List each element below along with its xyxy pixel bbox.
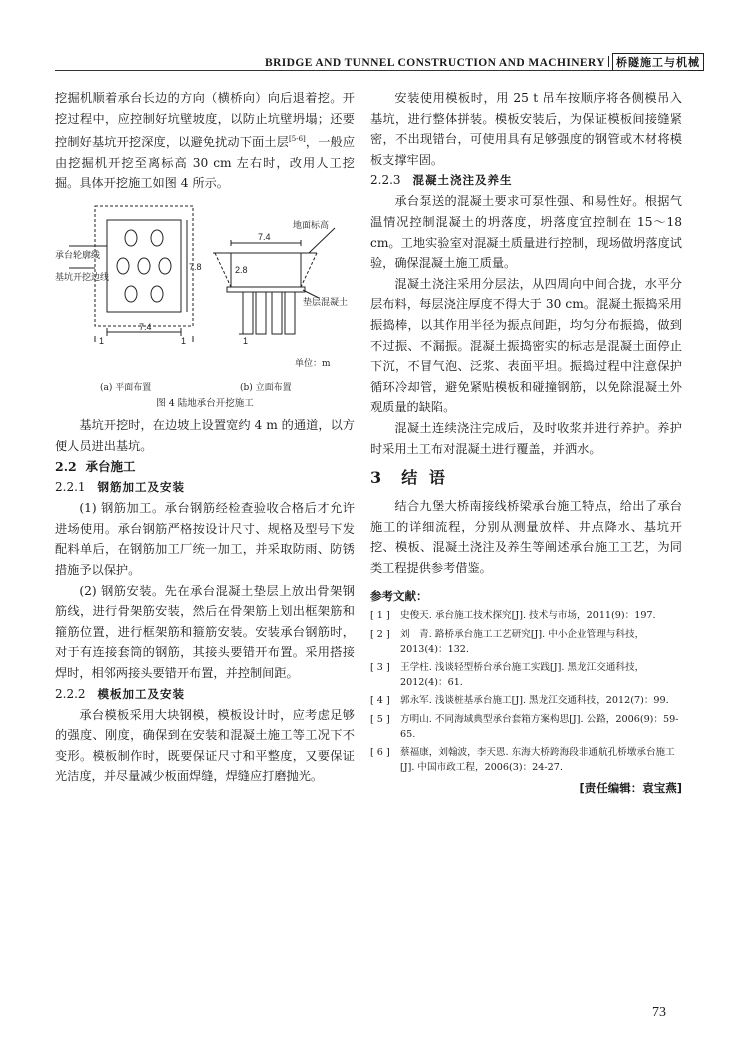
citation: [5-6] [289,135,306,144]
label-ground: 地面标高 [293,221,330,232]
journal-header [265,53,704,71]
reference-item: [ 3 ] 王学柱. 浅谈轻型桥台承台施工实践[J]. 黑龙江交通科技，2012(4)：61. [370,662,645,689]
paragraph: 承台泵送的混凝土要求可泵性强、和易性好。根据气温情况控制混凝土的坍落度，坍落度宜控制在 15～18 cm。工地实验室对混凝土质量进行控制，现场做坍落度试验，确保混凝土施工质量。 [370,194,682,271]
paragraph: (2) 钢筋安装。先在承台混凝土垫层上放出骨架钢筋线，进行骨架筋安装，然后在骨架筋上划出框架筋和箍筋位置，进行框架筋和箍筋安装。安装承台钢筋时，对于有连接套筒的钢筋，其接头要错开布置。采用搭接焊时，相邻两接头要错开布置，并控制间距。 [55,583,355,680]
subsection-heading: 2.2.3 混凝土浇注及养生 [370,173,513,188]
dim-side: 7.8 [189,262,202,273]
subcaption-b: (b) 立面布置 [240,383,292,394]
dim-small1: 1 [99,336,105,347]
reference-item: [ 5 ] 方明山. 不同海域典型承台套箱方案构思[J]. 公路，2006(9)：59-65. [370,713,679,740]
subcaption-a: (a) 平面布置 [100,383,152,394]
paragraph: 结合九堡大桥南接线桥梁承台施工特点，给出了承台施工的详细流程，分别从测量放样、井点降水、基坑开挖、模板、混凝土浇注及养生等阐述承台施工工艺，为同类工程提供参考借鉴。 [370,499,682,575]
reference-item: [ 4 ] 郭永军. 浅谈桩基承台施工[J]. 黑龙江交通科技，2012(7)：99. [370,695,669,707]
journal-title-en: BRIDGE AND TUNNEL CONSTRUCTION AND MACHINERY [265,57,605,69]
reference-item: [ 2 ] 刘 青. 路桥承台施工工艺研究[J]. 中小企业管理与科技，2013(4)：132. [370,628,645,655]
paragraph: 安装使用模板时，用 25 t 吊车按顺序将各侧模吊入基坑，进行整体拼装。模板安装后，为保证模板间接缝紧密，不出现错台，可使用具有足够强度的钢管或木材将模板支撑牢固。 [370,91,682,167]
dim-elev-side: 2.8 [235,265,248,276]
unit-label: 单位：m [295,359,331,370]
responsible-editor: [责任编辑：袁宝燕] [579,780,682,795]
label-pit-edge: 基坑开挖边线 [55,273,110,284]
reference-list [370,608,682,775]
paragraph: 混凝土连续浇注完成后，及时收浆并进行养护。养护时采用土工布对混凝土进行覆盖，并洒水。 [370,420,682,456]
reference-item: [ 6 ] 蔡福康，刘翰波，李天恩. 东海大桥跨海段非通航孔桥墩承台施工[J]. 中国市政工程，2006(3)：24-27. [370,747,675,774]
paragraph: 基坑开挖时，在边坡上设置宽约 4 m 的通道，以方便人员进出基坑。 [55,418,355,453]
header-rule [55,70,688,71]
paragraph: 挖掘机顺着承台长边的方向（横桥向）向后退着挖。开挖过程中，应控制好坑壁坡度，以防止坑壁坍塌；还要控制好基坑开挖深度，以避免扰动下面土层[5-6]，一般应由挖掘机开挖至离标高 30 cm 左右时，改用人工挖掘。具体开挖施工如图 4 所示。 [55,91,356,191]
dim-small2: 1 [181,336,187,347]
references-heading: 参考文献： [370,589,428,604]
paragraph: (1) 钢筋加工。承台钢筋经检查验收合格后才允许进场使用。承台钢筋严格按设计尺寸、规格及型号下发配料单后，在钢筋加工厂统一加工，并采取防雨、防锈措施予以保护。 [55,501,355,577]
left-column [55,88,355,787]
section-heading: 2.2 承台施工 [55,459,136,475]
dim-elev-small: 1 [243,336,249,347]
subsection-heading: 2.2.2 模板加工及安装 [55,686,186,701]
page-number: 73 [652,1005,666,1020]
paragraph: 混凝土浇注采用分层法，从四周向中间合拢，水平分层布料，每层浇注厚度不得大于 30 cm。混凝土振捣采用振捣棒，以其作用半径为振点间距，均匀分布振捣，做到不过振、不漏振。混凝土振捣密实的标志是混凝土面停止下沉，不冒气泡、泛浆、表面平坦。振捣过程中注意保护循环冷却管，避免紧贴模板和碰撞钢筋，以免除混凝土外观质量的缺陷。 [370,276,682,415]
figure-caption: 图 4 陆地承台开挖施工 [156,398,254,410]
figure-4 [55,198,355,413]
reference-item: [ 1 ] 史俊天. 承台施工技术探究[J]. 技术与市场，2011(9)：197. [370,610,656,622]
dim-top: 7.4 [139,322,152,333]
section-heading: 3 结 语 [370,468,448,488]
label-cushion: 垫层混凝土 [303,298,349,309]
header-divider [608,56,609,67]
label-cap-outline: 承台轮廓线 [55,251,101,262]
subsection-heading: 2.2.1 钢筋加工及安装 [55,480,186,495]
journal-title-cn: 桥隧施工与机械 [612,53,704,71]
paragraph: 承台模板采用大块钢模，模板设计时，应考虑足够的强度、刚度，确保到在安装和混凝土施工等工况下不变形。模板制作时，既要保证尺寸和平整度，又要保证光洁度，并尽量减少板面焊缝，焊缝应打磨抛光。 [55,707,355,784]
dim-elev-top: 7.4 [258,232,271,243]
right-column [370,88,682,796]
